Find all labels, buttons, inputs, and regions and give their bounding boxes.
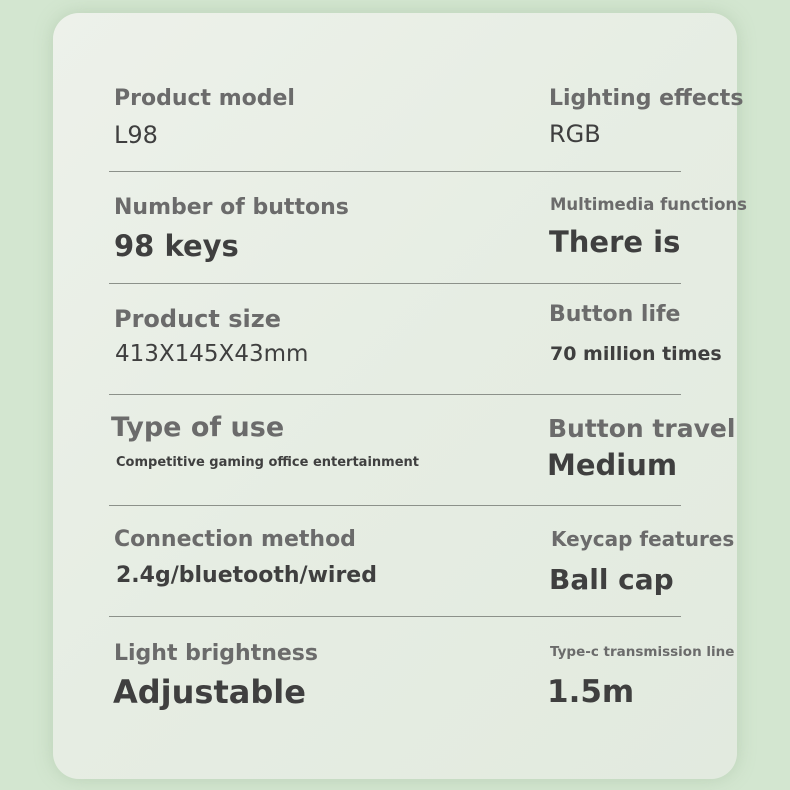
spec-value-multimedia-functions: There is: [549, 225, 681, 259]
spec-label-product-size: Product size: [114, 305, 281, 333]
spec-value-button-travel: Medium: [547, 448, 678, 482]
row-divider: [109, 394, 681, 395]
spec-label-product-model: Product model: [114, 86, 295, 111]
spec-value-lighting-effects: RGB: [549, 120, 601, 148]
row-divider: [109, 283, 681, 284]
spec-value-keycap-features: Ball cap: [549, 563, 674, 596]
spec-label-button-travel: Button travel: [548, 414, 736, 443]
spec-label-light-brightness: Light brightness: [114, 641, 318, 666]
spec-label-keycap-features: Keycap features: [551, 527, 735, 551]
spec-value-product-model: L98: [114, 121, 158, 149]
spec-value-type-c-line: 1.5m: [547, 674, 635, 710]
spec-label-multimedia-functions: Multimedia functions: [550, 195, 747, 214]
row-divider: [109, 616, 681, 617]
spec-label-type-of-use: Type of use: [111, 412, 285, 443]
spec-label-connection-method: Connection method: [114, 527, 356, 552]
spec-value-product-size: 413X145X43mm: [115, 341, 309, 367]
spec-value-type-of-use: Competitive gaming office entertainment: [116, 455, 419, 470]
row-divider: [109, 171, 681, 172]
spec-label-lighting-effects: Lighting effects: [549, 86, 744, 111]
spec-label-number-of-buttons: Number of buttons: [114, 195, 349, 220]
spec-label-type-c-line: Type-c transmission line: [550, 644, 735, 660]
spec-label-button-life: Button life: [549, 302, 681, 327]
row-divider: [109, 505, 681, 506]
spec-value-connection-method: 2.4g/bluetooth/wired: [116, 563, 377, 588]
spec-value-button-life: 70 million times: [550, 343, 722, 365]
spec-value-light-brightness: Adjustable: [113, 673, 306, 711]
spec-value-number-of-buttons: 98 keys: [114, 229, 239, 263]
